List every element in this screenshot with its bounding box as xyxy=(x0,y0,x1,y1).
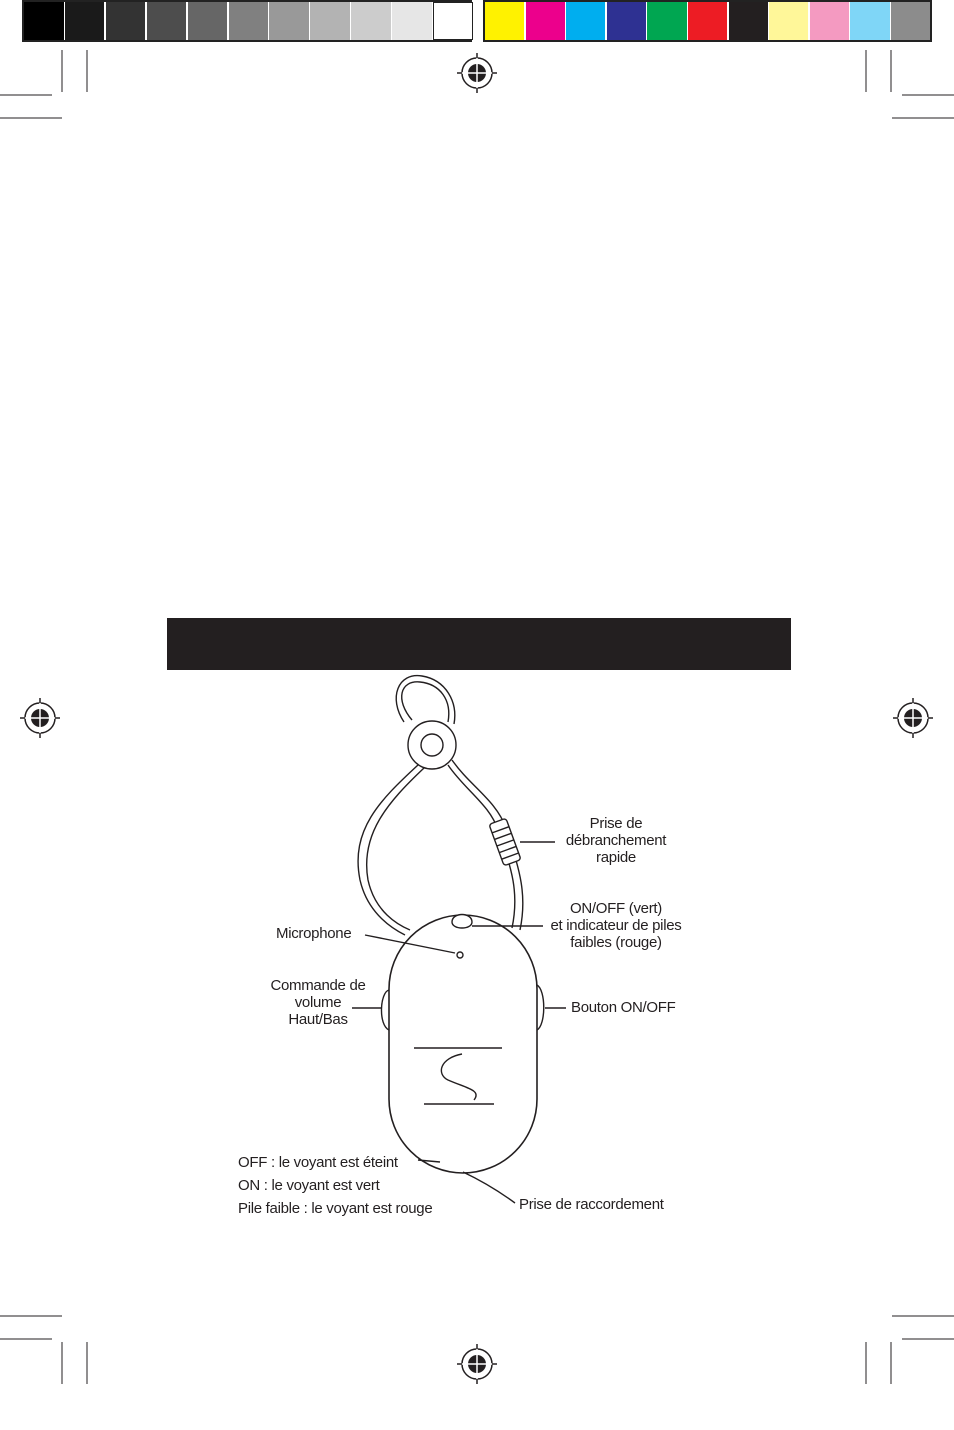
label-line: rapide xyxy=(596,849,636,866)
label-line: OFF : le voyant est éteint xyxy=(238,1154,398,1171)
label-line: faibles (rouge) xyxy=(570,934,662,951)
label-line: Haut/Bas xyxy=(288,1011,348,1028)
crop-marks xyxy=(0,50,954,1384)
label-line: volume xyxy=(294,994,342,1011)
cord-left xyxy=(358,765,424,935)
quick-disconnect-plug xyxy=(489,818,521,866)
registration-mark-right xyxy=(893,698,933,738)
led-indicator xyxy=(452,915,472,929)
label-line: Pile faible : le voyant est rouge xyxy=(238,1200,433,1217)
label-connection-jack: Prise de raccordement xyxy=(519,1196,664,1213)
label-line: débranchement xyxy=(565,832,667,849)
registration-mark-top xyxy=(457,53,497,93)
label-volume-control xyxy=(262,977,374,1028)
ear-piece xyxy=(408,721,456,769)
label-on-off-indicator xyxy=(540,900,692,951)
ear-hook xyxy=(396,676,455,724)
label-on-off-button: Bouton ON/OFF xyxy=(571,999,676,1016)
label-line: Prise de xyxy=(589,815,643,832)
device-illustration xyxy=(352,676,566,1203)
volume-rocker xyxy=(381,990,389,1030)
label-line: ON/OFF (vert) xyxy=(570,900,662,917)
label-led-states xyxy=(238,1151,432,1220)
registration-mark-bottom xyxy=(457,1344,497,1384)
label-microphone: Microphone xyxy=(276,925,352,942)
registration-mark-left xyxy=(20,698,60,738)
on-off-side-button xyxy=(537,985,544,1030)
label-quick-disconnect xyxy=(555,815,677,866)
label-line: ON : le voyant est vert xyxy=(238,1177,380,1194)
leader-connection-jack xyxy=(463,1172,515,1203)
label-line: Commande de xyxy=(270,977,366,994)
label-line: et indicateur de piles xyxy=(550,917,682,934)
